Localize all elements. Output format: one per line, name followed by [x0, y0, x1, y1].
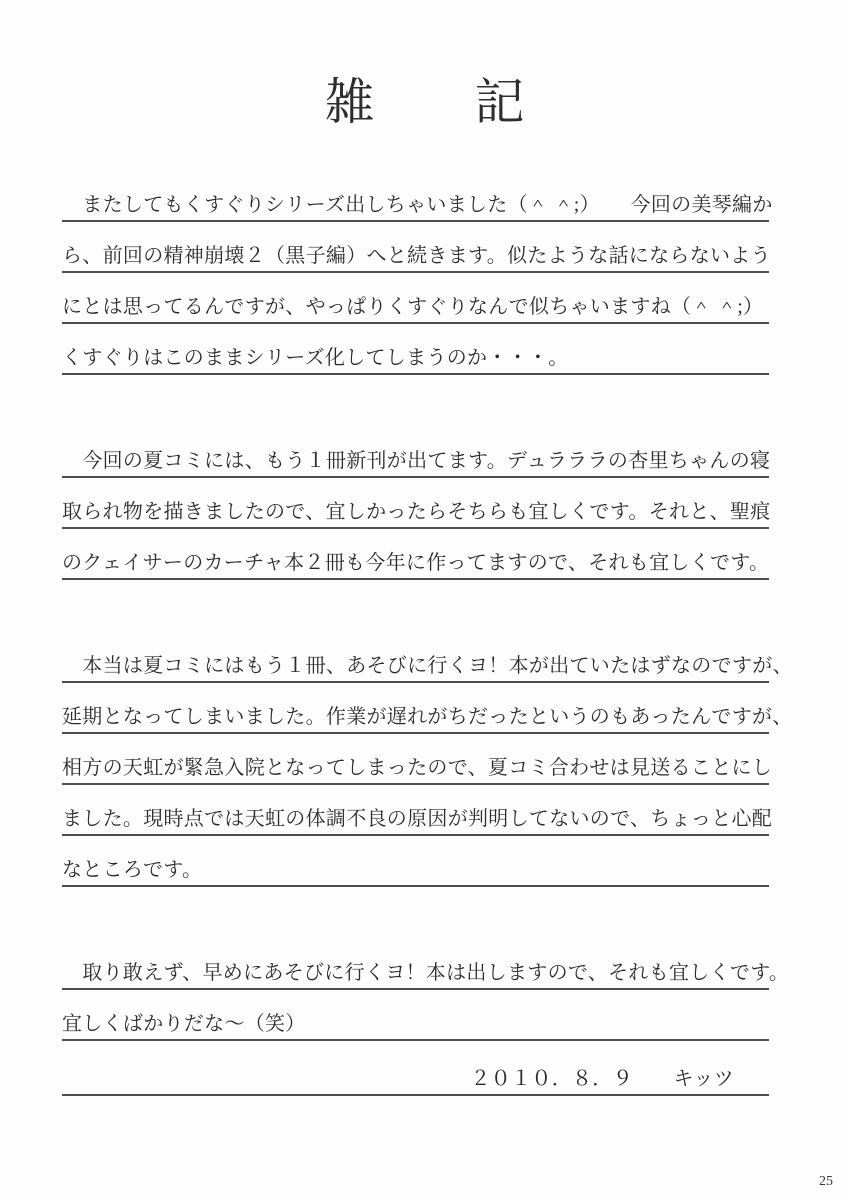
text-line: くすぐりはこのままシリーズ化してしまうのか・・・。: [62, 324, 769, 375]
text-line: ら、前回の精神崩壊２（黒子編）へと続きます。似たような話にならないよう: [62, 222, 769, 273]
text-line: 取られ物を描きましたので、宜しかったらそちらも宜しくです。それと、聖痕: [62, 478, 769, 529]
text-line: またしてもくすぐりシリーズ出しちゃいました（＾ ＾;） 今回の美琴編か: [62, 171, 769, 222]
text-line: 相方の天虹が緊急入院となってしまったので、夏コミ合わせは見送ることにし: [62, 734, 769, 785]
date-signature: ２０１０．８．９ キッツ: [62, 1045, 769, 1096]
text-line: 本当は夏コミにはもう１冊、あそびに行くヨ！本が出ていたはずなのですが、: [62, 632, 769, 683]
page-number: 25: [819, 1174, 833, 1189]
paragraph-2: [62, 427, 769, 580]
page-title: 雑 記: [324, 74, 525, 130]
paragraph-4: [62, 939, 790, 1041]
text-line: 今回の夏コミには、もう１冊新刊が出てます。デュラララの杏里ちゃんの寝: [62, 427, 769, 478]
text-line: 宜しくばかりだな～（笑）: [62, 990, 769, 1041]
text-line: 取り敢えず、早めにあそびに行くヨ！本は出しますので、それも宜しくです。: [62, 939, 769, 990]
text-line: なところです。: [62, 836, 769, 887]
text-line: 延期となってしまいました。作業が遅れがちだったというのもあったんですが、: [62, 683, 769, 734]
paragraph-3: [62, 632, 793, 887]
text-line: にとは思ってるんですが、やっぱりくすぐりなんで似ちゃいますね（＾ ＾;）: [62, 273, 769, 324]
text-content: [62, 171, 793, 1096]
paragraph-1: [62, 171, 773, 375]
text-line: ました。現時点では天虹の体調不良の原因が判明してないので、ちょっと心配: [62, 785, 769, 836]
text-line: のクェイサーのカーチャ本２冊も今年に作ってますので、それも宜しくです。: [62, 529, 769, 580]
